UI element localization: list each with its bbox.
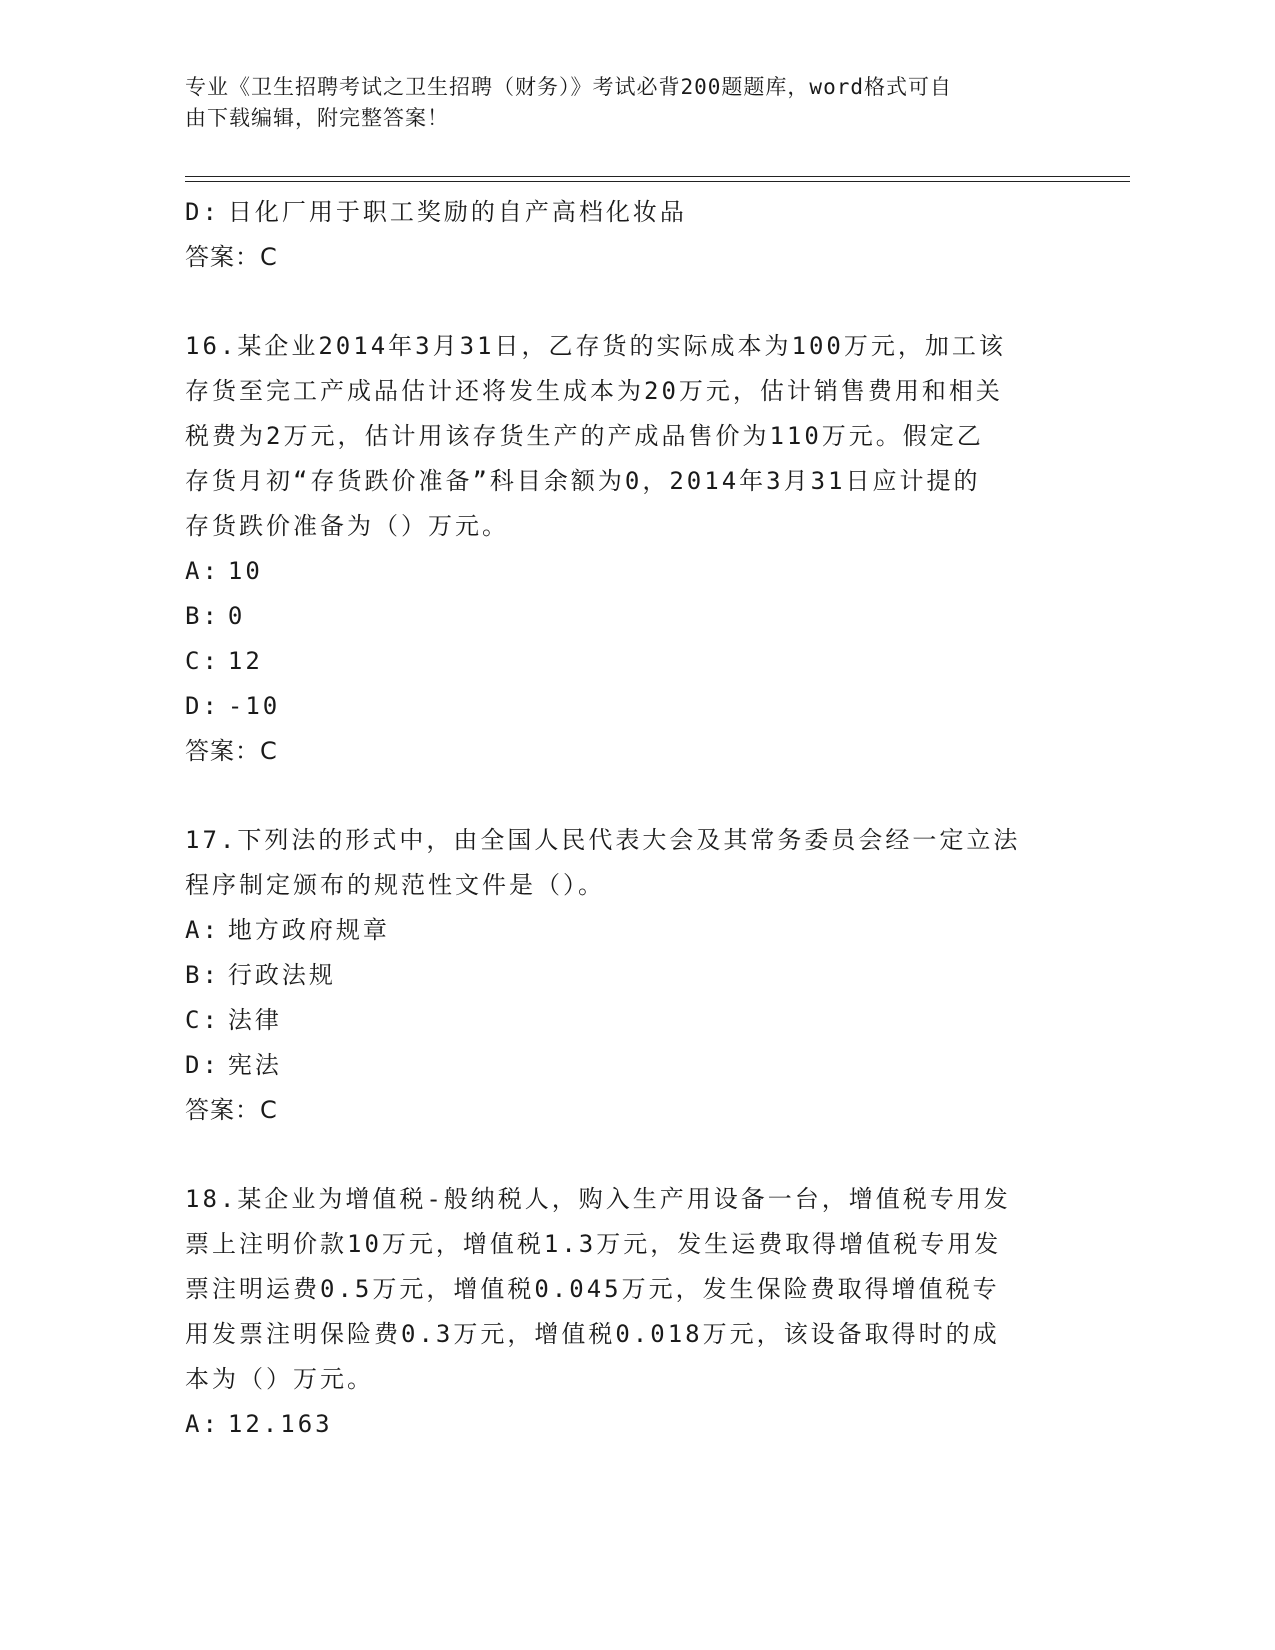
question-stem-line: 17.下列法的形式中，由全国人民代表大会及其常务委员会经一定立法 — [185, 826, 1021, 854]
spacer — [185, 774, 1065, 818]
option-text: 0 — [227, 602, 246, 630]
question-stem-line: 本为（）万元。 — [185, 1365, 374, 1393]
option-letter: A: — [185, 916, 220, 944]
option-text: -10 — [227, 692, 281, 720]
question-stem-line: 票注明运费0.5万元，增值税0.045万元，发生保险费取得增值税专 — [185, 1275, 1000, 1303]
document-header — [185, 72, 1065, 134]
option-letter: A: — [185, 557, 220, 585]
option-c — [185, 998, 1065, 1043]
question-17 — [185, 818, 1065, 1133]
option-text: 10 — [227, 557, 263, 585]
question-stem-line: 存货至完工产成品估计还将发生成本为20万元，估计销售费用和相关 — [185, 377, 1003, 405]
question-stem-line: 存货跌价准备为（）万元。 — [185, 512, 509, 540]
header-line-1: 专业《卫生招聘考试之卫生招聘（财务）》考试必背200题题库，word格式可自 — [185, 75, 952, 99]
header-divider-bottom — [185, 181, 1130, 182]
option-d — [185, 1043, 1065, 1088]
option-text: 宪法 — [227, 1051, 282, 1079]
question-18 — [185, 1177, 1065, 1447]
option-letter: C: — [185, 647, 220, 675]
answer-line: 答案：C — [185, 243, 278, 271]
spacer — [185, 280, 1065, 324]
option-b — [185, 953, 1065, 998]
question-stem-line: 16.某企业2014年3月31日，乙存货的实际成本为100万元，加工该 — [185, 332, 1006, 360]
option-d — [185, 684, 1065, 729]
option-letter: D: — [185, 1051, 220, 1079]
answer-line: 答案：C — [185, 1096, 278, 1124]
question-stem-line: 存货月初“存货跌价准备”科目余额为0，2014年3月31日应计提的 — [185, 467, 981, 495]
option-d — [185, 190, 1065, 235]
option-letter: D: — [185, 692, 220, 720]
option-text: 地方政府规章 — [227, 916, 390, 944]
question-16 — [185, 324, 1065, 774]
question-stem-line: 税费为2万元，估计用该存货生产的产成品售价为110万元。假定乙 — [185, 422, 984, 450]
question-stem-line: 用发票注明保险费0.3万元，增值税0.018万元，该设备取得时的成 — [185, 1320, 1000, 1348]
option-text: 12 — [227, 647, 263, 675]
option-a — [185, 549, 1065, 594]
option-text: 行政法规 — [227, 961, 336, 989]
question-stem-line: 程序制定颁布的规范性文件是（）。 — [185, 871, 605, 899]
spacer — [185, 1133, 1065, 1177]
option-text: 法律 — [227, 1006, 282, 1034]
header-divider-top — [185, 176, 1130, 177]
option-letter: B: — [185, 961, 220, 989]
option-text: 日化厂用于职工奖励的自产高档化妆品 — [227, 198, 687, 226]
option-a — [185, 1402, 1065, 1447]
option-a — [185, 908, 1065, 953]
question-stem-line: 票上注明价款10万元，增值税1.3万元，发生运费取得增值税专用发 — [185, 1230, 1002, 1258]
option-text: 12.163 — [227, 1410, 333, 1438]
answer-line: 答案：C — [185, 737, 278, 765]
option-letter: D: — [185, 198, 220, 226]
option-letter: A: — [185, 1410, 220, 1438]
document-body — [185, 190, 1065, 1447]
option-letter: B: — [185, 602, 220, 630]
option-letter: C: — [185, 1006, 220, 1034]
option-c — [185, 639, 1065, 684]
question-stem-line: 18.某企业为增值税-般纳税人，购入生产用设备一台，增值税专用发 — [185, 1185, 1011, 1213]
header-line-2: 由下载编辑，附完整答案！ — [185, 106, 449, 130]
option-b — [185, 594, 1065, 639]
